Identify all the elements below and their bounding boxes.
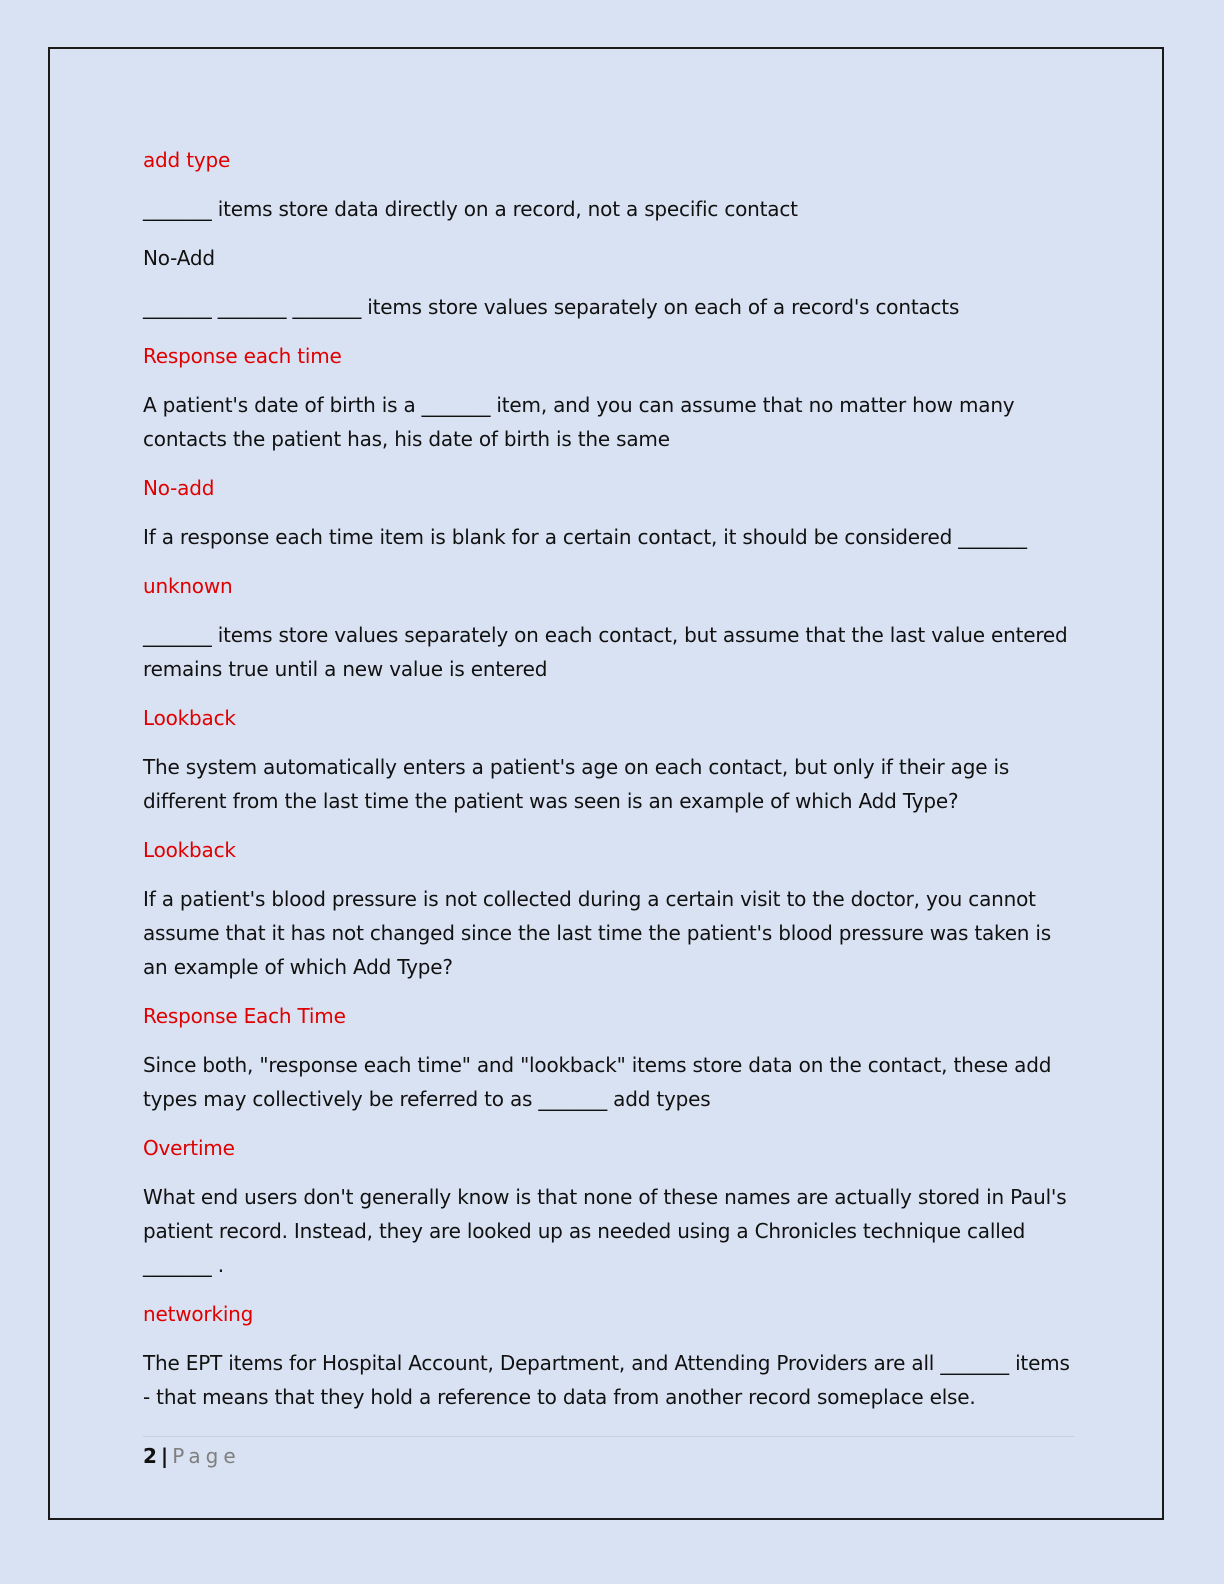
answer-text: Lookback xyxy=(143,706,236,730)
question-text: The EPT items for Hospital Account, Department, and Attending Providers are all _______ items - that means that they hold a reference to data from another record someplace else. xyxy=(143,1351,1070,1409)
answer-text: Response each time xyxy=(143,344,342,368)
page-number: 2 xyxy=(143,1444,157,1468)
question-text: _______ items store values separately on each contact, but assume that the last value entered remains true until a new value is entered xyxy=(143,623,1068,681)
footer-separator: | xyxy=(160,1444,169,1468)
question-text: A patient's date of birth is a _______ item, and you can assume that no matter how many contacts the patient has, his date of birth is the same xyxy=(143,393,1015,451)
answer-text: add type xyxy=(143,148,231,172)
answer-text: Overtime xyxy=(143,1136,235,1160)
question-text: _______ items store data directly on a record, not a specific contact xyxy=(143,197,798,221)
answer-text: Lookback xyxy=(143,838,236,862)
question-text: If a patient's blood pressure is not collected during a certain visit to the doctor, you cannot assume that it has not changed since the last time the patient's blood pressure was taken is an example of which Add Type? xyxy=(143,887,1052,979)
question-text: If a response each time item is blank for a certain contact, it should be considered _______ xyxy=(143,525,1027,549)
question-text: _______ _______ _______ items store values separately on each of a record's contacts xyxy=(143,295,960,319)
page-label: Page xyxy=(172,1444,241,1468)
answer-text: networking xyxy=(143,1302,254,1326)
answer-text: No-add xyxy=(143,476,215,500)
question-text: Since both, "response each time" and "lookback" items store data on the contact, these add types may collectively be referred to as _______ add types xyxy=(143,1053,1052,1111)
answer-text: unknown xyxy=(143,574,233,598)
question-text: What end users don't generally know is that none of these names are actually stored in Paul's patient record. Instead, they are looked up as needed using a Chronicles technique called _______ . xyxy=(143,1185,1067,1277)
document-body xyxy=(143,143,1078,1429)
question-text: No-Add xyxy=(143,246,215,270)
page-number-line xyxy=(143,1437,1074,1471)
page-footer xyxy=(143,1436,1074,1471)
answer-text: Response Each Time xyxy=(143,1004,346,1028)
question-text: The system automatically enters a patient's age on each contact, but only if their age is different from the last time the patient was seen is an example of which Add Type? xyxy=(143,755,1010,813)
